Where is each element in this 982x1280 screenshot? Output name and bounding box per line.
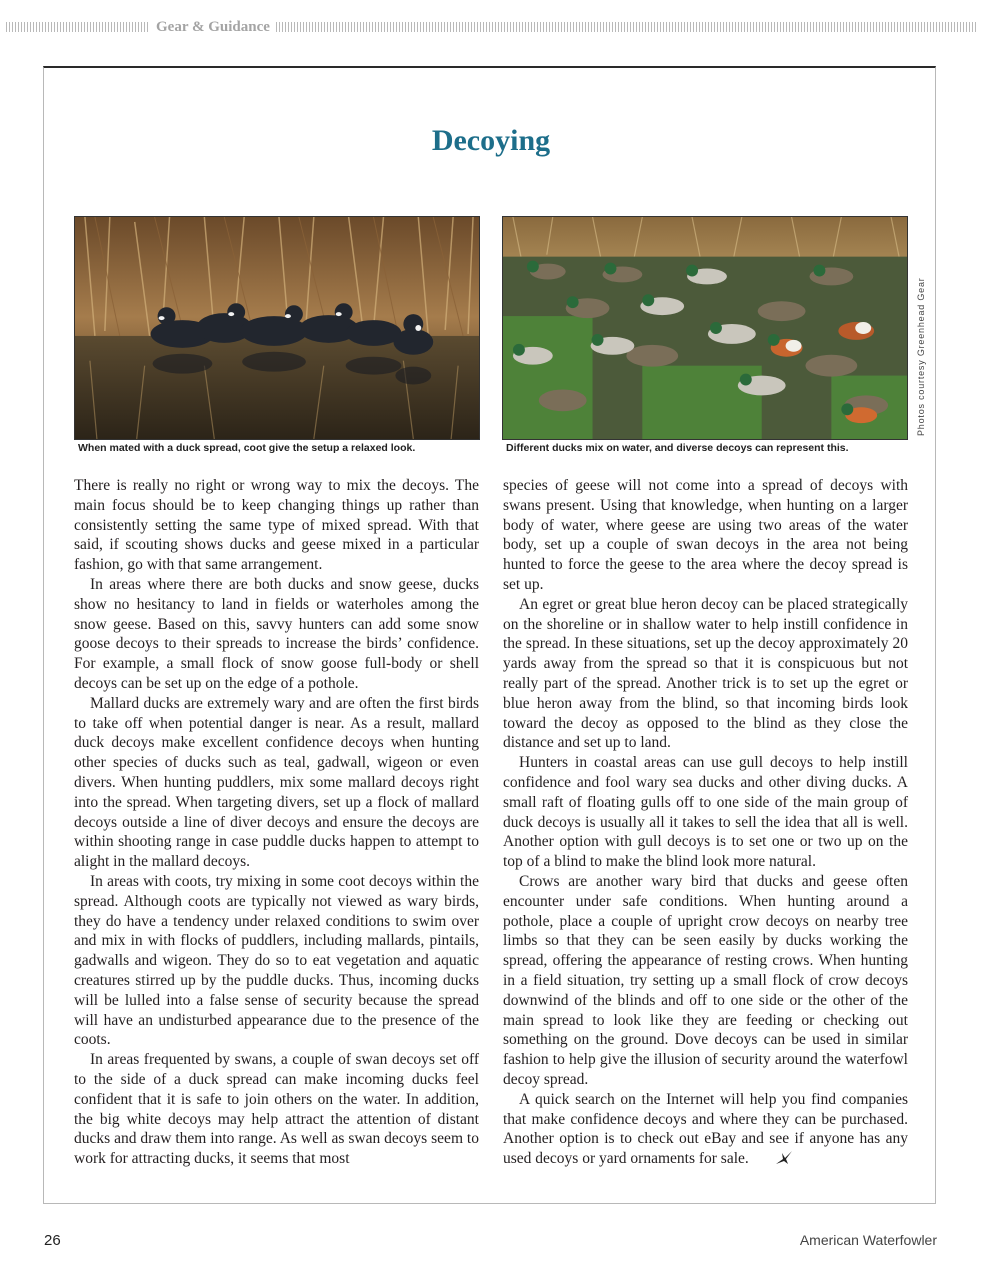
section-label: Gear & Guidance: [156, 18, 270, 35]
paragraph: In areas frequented by swans, a couple of swan decoys set off to the side of a duck spread can make incoming ducks feel confident that it is safe to join others on the water. In addition, the big white decoys may help attract the attention of distant ducks and draw them into range. As well as swan decoys seem to work for attracting ducks, it seems that most: [74, 1051, 479, 1168]
page-number: 26: [44, 1232, 61, 1249]
mixed-duck-decoys-photo: [502, 216, 908, 440]
paragraph: An egret or great blue heron decoy can be placed strategically on the shoreline or in shallow water to help instill confidence in the spread. In these situations, set up the decoy approximately 20 yards away from the spread so that it is conspicuous but not really part of the spread. Another trick is to set up the egret or blue heron away from the blind, so that incoming birds look toward the decoy as opposed to the blind as they close the distance and set up to land.: [503, 595, 908, 752]
photo-caption-right: Different ducks mix on water, and diverse decoys can represent this.: [506, 442, 849, 454]
paragraph: In areas with coots, try mixing in some coot decoys within the spread. Although coots are typically not viewed as wary birds, they do have a tendency under relaxed conditions to swim over and mix in with flocks of puddlers, including mallards, pintails, gadwalls and wigeon. They do so to eat vegetation and aquatic creatures stirred up by the puddle ducks. Thus, incoming ducks will be lulled into a false sense of security because the spread will have an undisturbed appearance due to the presence of the coots.: [74, 872, 479, 1049]
photo-caption-left: When mated with a duck spread, coot give the setup a relaxed look.: [78, 442, 416, 454]
paragraph: Mallard ducks are extremely wary and are often the first birds to take off when potential danger is near. As a result, mallard duck decoys make excellent confidence decoys when hunting other species of ducks such as teal, gadwall, wigeon or even divers. When hunting puddlers, mix some mallard decoys right into the spread. When targeting divers, set up a flock of mallard decoys outside a line of diver decoys and ensure the decoys are within shooting range in case puddle ducks happen to attempt to alight in the mallard decoys.: [74, 694, 479, 871]
end-mark-duck-icon: [759, 1150, 793, 1172]
section-header: [6, 16, 978, 38]
header-rule-left: [6, 22, 150, 32]
photo-credit: Photos courtesy Greenhead Gear: [916, 277, 926, 436]
paragraph: There is really no right or wrong way to mix the decoys. The main focus should be to keep changing things up rather than consistently setting the same type of mixed spread. With that said, if scouting shows ducks and geese mixed in a particular fashion, go with that same arrangement.: [74, 477, 479, 574]
magazine-name: American Waterfowler: [799, 1232, 937, 1248]
paragraph: Crows are another wary bird that ducks and geese often encounter under safe conditions. When hunting around a pothole, place a couple of upright crow decoys on nearby tree limbs so that they can be seen easily by ducks working the spread, offering the appearance of resting crows. When hunting in a field situation, try setting up a small flock of crow decoys downwind of the blinds and off to one side or the other of the main spread to look like they are feeding or checking out something on the ground. Dove decoys can be used in similar fashion to help give the illusion of security around the waterfowl decoy spread.: [503, 872, 908, 1088]
paragraph: Hunters in coastal areas can use gull decoys to help instill confidence and fool wary sea ducks and other diving ducks. A small raft of floating gulls off to one side of the main group of duck decoys is usually all it takes to sell the idea that all is well. Another option with gull decoys is to set one or two up on the top of a blind to make the blind look more natural.: [503, 754, 908, 871]
last-paragraph: [503, 1090, 908, 1172]
header-rule-right: [276, 22, 978, 32]
coot-decoys-photo: [74, 216, 480, 440]
article-column-right: [503, 476, 908, 1172]
paragraph: species of geese will not come into a spread of decoys with swans present. Using that knowledge, when hunting on a larger body of water, where geese are using two areas of the water body, set up a couple of swan decoys in the area not being hunted to force the geese to the area where the decoy spread is set up.: [503, 477, 908, 593]
paragraph: In areas where there are both ducks and snow geese, ducks show no hesitancy to land in fields or waterholes among the snow geese. Based on this, savvy hunters can add some snow goose decoys to their spreads to increase the birds’ confidence. For example, a small flock of snow goose full-body or shell decoys can be set up on the edge of a pothole.: [74, 575, 479, 692]
article-column-left: [74, 476, 479, 1169]
paragraph-text: A quick search on the Internet will help you find companies that make confidence decoys and where they can be purchased. Another option is to check out eBay and see if anyone has any used decoys or yard ornaments for sale.: [503, 1090, 908, 1168]
article-title: Decoying: [431, 124, 551, 157]
